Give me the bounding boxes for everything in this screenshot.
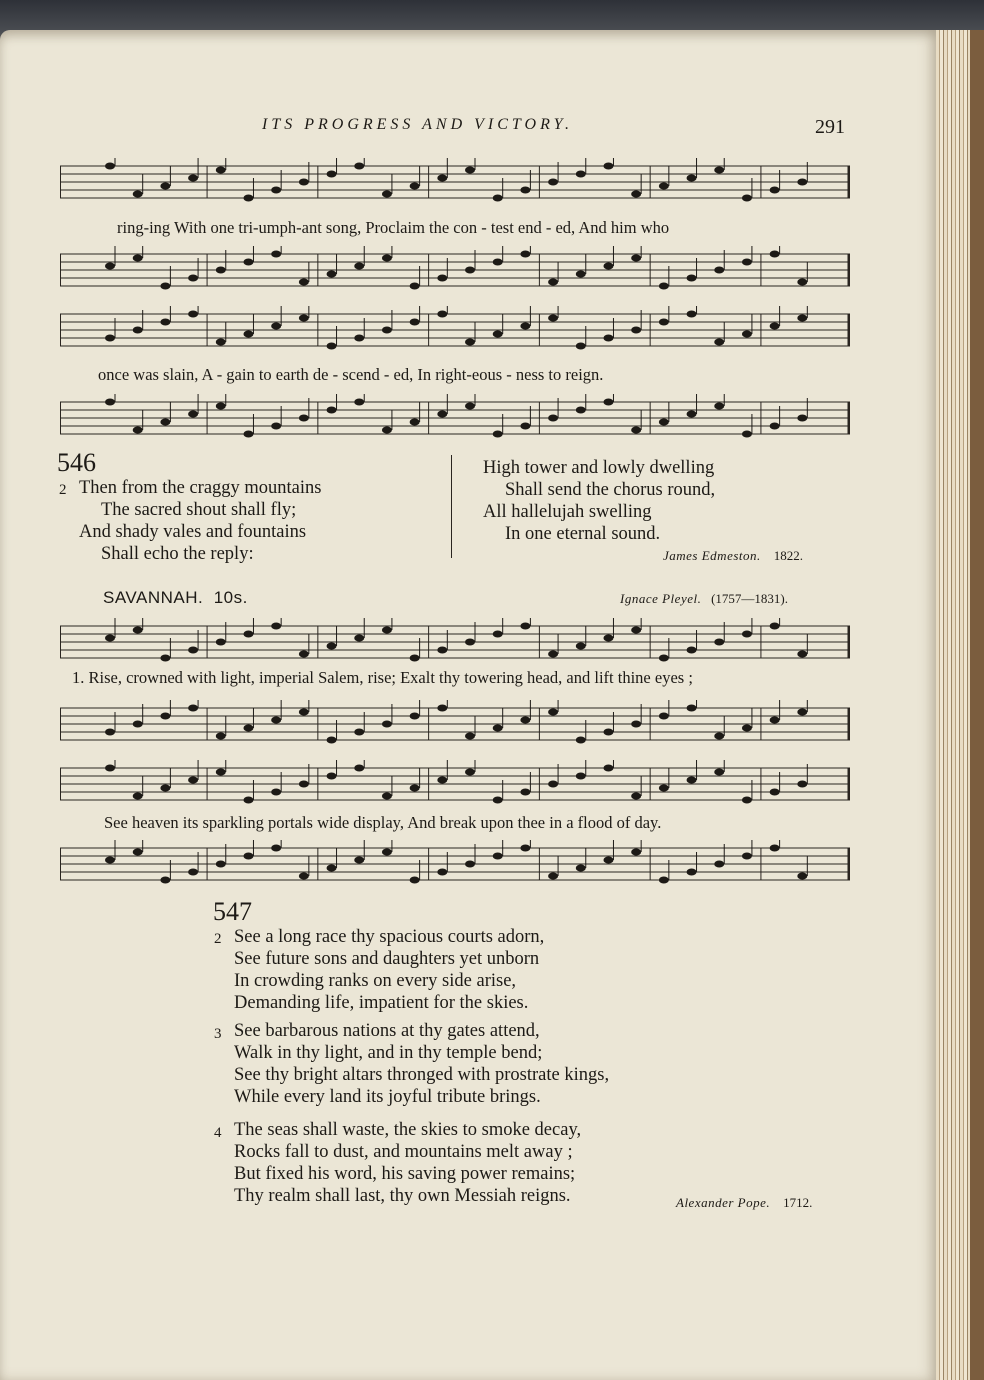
note-head	[188, 275, 198, 282]
note-head	[327, 271, 337, 278]
note-head	[243, 631, 253, 638]
note-head	[603, 399, 613, 406]
note-head	[105, 335, 115, 342]
note-head	[797, 279, 807, 286]
composer-dates: (1757—1831).	[711, 591, 789, 606]
note-head	[797, 651, 807, 658]
music-system-savannah-b-bass	[60, 840, 850, 890]
note-head	[493, 431, 503, 438]
note-head	[687, 869, 697, 876]
note-head	[797, 415, 807, 422]
verse-line: Shall send the chorus round,	[505, 480, 716, 500]
note-head	[382, 627, 392, 634]
music-system-546-a-bass	[60, 246, 850, 296]
note-head	[327, 407, 337, 414]
note-head	[493, 195, 503, 202]
note-head	[742, 431, 752, 438]
author-name: James Edmeston.	[663, 548, 761, 563]
note-head	[548, 415, 558, 422]
note-head	[714, 403, 724, 410]
note-head	[742, 331, 752, 338]
note-head	[659, 713, 669, 720]
composer-name: Ignace Pleyel.	[620, 591, 702, 606]
note-head	[188, 175, 198, 182]
note-head	[603, 729, 613, 736]
note-head	[133, 793, 143, 800]
note-head	[299, 651, 309, 658]
note-head	[797, 781, 807, 788]
bass-staff	[60, 394, 850, 444]
note-head	[354, 729, 364, 736]
note-head	[631, 191, 641, 198]
note-head	[770, 187, 780, 194]
verse-line: The seas shall waste, the skies to smoke decay,	[234, 1120, 582, 1140]
attribution-546	[663, 548, 803, 564]
note-head	[714, 733, 724, 740]
bass-staff	[60, 246, 850, 296]
note-head	[437, 311, 447, 318]
note-head	[410, 419, 420, 426]
note-head	[770, 845, 780, 852]
note-head	[576, 643, 586, 650]
note-head	[216, 861, 226, 868]
note-head	[437, 777, 447, 784]
note-head	[493, 631, 503, 638]
note-head	[770, 423, 780, 430]
verse-line: All hallelujah swelling	[483, 502, 652, 522]
note-head	[327, 865, 337, 872]
verse-line: And shady vales and fountains	[79, 522, 307, 542]
column-divider	[451, 455, 452, 558]
note-head	[188, 411, 198, 418]
verse-line: See a long race thy spacious courts adorn,	[234, 927, 545, 947]
verse-line: Demanding life, impatient for the skies.	[234, 993, 529, 1013]
note-head	[603, 765, 613, 772]
note-head	[493, 797, 503, 804]
note-head	[714, 167, 724, 174]
note-head	[465, 861, 475, 868]
note-head	[520, 789, 530, 796]
note-head	[243, 797, 253, 804]
note-head	[271, 251, 281, 258]
note-head	[714, 861, 724, 868]
note-head	[354, 263, 364, 270]
note-head	[548, 651, 558, 658]
note-head	[465, 339, 475, 346]
verse-line: While every land its joyful tribute brings.	[234, 1087, 541, 1107]
verse-line: See barbarous nations at thy gates attend,	[234, 1021, 540, 1041]
note-head	[437, 275, 447, 282]
tune-meter: 10s.	[213, 588, 248, 607]
note-head	[631, 721, 641, 728]
note-head	[105, 765, 115, 772]
note-head	[188, 647, 198, 654]
note-head	[770, 323, 780, 330]
note-head	[105, 263, 115, 270]
note-head	[576, 407, 586, 414]
note-head	[548, 873, 558, 880]
lyrics-546-line-1: ring-ing With one tri-umph-ant song, Proclaim the con - test end - ed, And him who	[117, 218, 670, 237]
composer	[620, 591, 788, 607]
note-head	[687, 311, 697, 318]
note-head	[410, 655, 420, 662]
note-head	[243, 259, 253, 266]
verse-line: But fixed his word, his saving power remains;	[234, 1164, 576, 1184]
note-head	[437, 705, 447, 712]
verse-547-3	[234, 1020, 609, 1108]
note-head	[576, 343, 586, 350]
verse-line: Thy realm shall last, thy own Messiah reigns.	[234, 1186, 571, 1206]
verse-number: 4	[214, 1125, 222, 1141]
note-head	[105, 729, 115, 736]
note-head	[299, 179, 309, 186]
tune-name: SAVANNAH. 10s.	[103, 588, 248, 607]
note-head	[631, 849, 641, 856]
note-head	[576, 171, 586, 178]
verse-line: Walk in thy light, and in thy temple bend;	[234, 1043, 543, 1063]
note-head	[714, 769, 724, 776]
note-head	[520, 423, 530, 430]
note-head	[271, 423, 281, 430]
note-head	[631, 427, 641, 434]
note-head	[659, 419, 669, 426]
verse-546-right	[483, 457, 715, 545]
note-head	[548, 179, 558, 186]
note-head	[687, 275, 697, 282]
note-head	[243, 195, 253, 202]
note-head	[493, 331, 503, 338]
note-head	[742, 195, 752, 202]
year: 1822.	[773, 548, 804, 563]
verse-line: High tower and lowly dwelling	[483, 458, 715, 478]
music-system-savannah-b	[60, 760, 850, 810]
note-head	[437, 411, 447, 418]
note-head	[105, 399, 115, 406]
note-head	[188, 777, 198, 784]
note-head	[160, 713, 170, 720]
note-head	[410, 877, 420, 884]
note-head	[465, 403, 475, 410]
page-edges	[936, 30, 984, 1380]
note-head	[133, 849, 143, 856]
note-head	[437, 647, 447, 654]
hymn-number-546: 546	[57, 448, 96, 477]
note-head	[520, 623, 530, 630]
note-head	[382, 191, 392, 198]
note-head	[382, 849, 392, 856]
note-head	[742, 797, 752, 804]
note-head	[382, 327, 392, 334]
note-head	[188, 869, 198, 876]
note-head	[631, 327, 641, 334]
bass-staff	[60, 700, 850, 750]
lyrics-savannah-line-2: See heaven its sparkling portals wide display, And break upon thee in a flood of day.	[104, 813, 662, 832]
note-head	[271, 187, 281, 194]
bass-staff	[60, 840, 850, 890]
note-head	[160, 183, 170, 190]
note-head	[216, 403, 226, 410]
note-head	[493, 259, 503, 266]
note-head	[687, 777, 697, 784]
note-head	[216, 267, 226, 274]
note-head	[216, 639, 226, 646]
note-head	[520, 845, 530, 852]
note-head	[382, 427, 392, 434]
hymn-number-547: 547	[213, 897, 252, 926]
note-head	[216, 733, 226, 740]
note-head	[160, 785, 170, 792]
note-head	[160, 877, 170, 884]
treble-staff	[60, 306, 850, 356]
note-head	[631, 793, 641, 800]
note-head	[160, 655, 170, 662]
verse-number: 3	[214, 1026, 222, 1042]
note-head	[299, 315, 309, 322]
note-head	[603, 857, 613, 864]
note-head	[133, 427, 143, 434]
note-head	[243, 853, 253, 860]
note-head	[659, 183, 669, 190]
note-head	[465, 733, 475, 740]
note-head	[105, 163, 115, 170]
note-head	[133, 721, 143, 728]
note-head	[188, 705, 198, 712]
note-head	[465, 267, 475, 274]
note-head	[603, 263, 613, 270]
note-head	[742, 259, 752, 266]
note-head	[520, 323, 530, 330]
note-head	[659, 785, 669, 792]
note-head	[742, 853, 752, 860]
note-head	[493, 853, 503, 860]
note-head	[742, 725, 752, 732]
note-head	[548, 315, 558, 322]
note-head	[299, 781, 309, 788]
verse-number: 2	[214, 931, 222, 947]
note-head	[465, 639, 475, 646]
note-head	[216, 769, 226, 776]
music-system-546-a	[60, 158, 850, 208]
note-head	[105, 857, 115, 864]
note-head	[410, 785, 420, 792]
note-head	[659, 877, 669, 884]
verse-547-4	[234, 1119, 581, 1207]
verse-547-2	[234, 926, 544, 1014]
note-head	[548, 709, 558, 716]
note-head	[631, 627, 641, 634]
note-head	[659, 319, 669, 326]
verse-line: The sacred shout shall fly;	[101, 500, 297, 520]
note-head	[714, 267, 724, 274]
note-head	[133, 327, 143, 334]
note-head	[271, 623, 281, 630]
note-head	[410, 319, 420, 326]
note-head	[216, 339, 226, 346]
note-head	[770, 251, 780, 258]
note-head	[354, 765, 364, 772]
note-head	[133, 191, 143, 198]
treble-staff	[60, 158, 850, 208]
note-head	[271, 789, 281, 796]
note-head	[437, 175, 447, 182]
verse-546-left	[79, 477, 322, 565]
note-head	[160, 319, 170, 326]
note-head	[770, 717, 780, 724]
music-system-546-b	[60, 306, 850, 356]
verse-line: Rocks fall to dust, and mountains melt away ;	[234, 1142, 573, 1162]
note-head	[354, 335, 364, 342]
note-head	[576, 271, 586, 278]
author-name: Alexander Pope.	[676, 1195, 771, 1210]
note-head	[714, 339, 724, 346]
note-head	[327, 343, 337, 350]
verse-line: In crowding ranks on every side arise,	[234, 971, 517, 991]
note-head	[133, 627, 143, 634]
note-head	[271, 323, 281, 330]
note-head	[520, 251, 530, 258]
note-head	[687, 411, 697, 418]
note-head	[659, 283, 669, 290]
treble-staff	[60, 760, 850, 810]
note-head	[576, 737, 586, 744]
note-head	[354, 399, 364, 406]
note-head	[382, 793, 392, 800]
note-head	[216, 167, 226, 174]
note-head	[603, 335, 613, 342]
verse-number: 2	[59, 482, 67, 498]
note-head	[576, 773, 586, 780]
attribution-547	[676, 1195, 812, 1211]
note-head	[327, 737, 337, 744]
verse-line: In one eternal sound.	[505, 524, 661, 544]
note-head	[520, 187, 530, 194]
note-head	[770, 623, 780, 630]
page-number: 291	[815, 116, 845, 138]
note-head	[299, 709, 309, 716]
note-head	[299, 873, 309, 880]
note-head	[271, 717, 281, 724]
note-head	[797, 873, 807, 880]
music-system-savannah-a-bass	[60, 700, 850, 750]
note-head	[548, 781, 558, 788]
note-head	[493, 725, 503, 732]
note-head	[354, 635, 364, 642]
note-head	[354, 163, 364, 170]
note-head	[243, 431, 253, 438]
note-head	[714, 639, 724, 646]
note-head	[687, 175, 697, 182]
note-head	[465, 167, 475, 174]
note-head	[188, 311, 198, 318]
note-head	[576, 865, 586, 872]
note-head	[354, 857, 364, 864]
note-head	[105, 635, 115, 642]
note-head	[548, 279, 558, 286]
note-head	[659, 655, 669, 662]
note-head	[797, 179, 807, 186]
verse-line: See thy bright altars thronged with prostrate kings,	[234, 1065, 610, 1085]
note-head	[410, 283, 420, 290]
note-head	[465, 769, 475, 776]
lyrics-546-line-2: once was slain, A - gain to earth de - scend - ed, In right-eous - ness to reign.	[98, 365, 604, 384]
note-head	[382, 255, 392, 262]
note-head	[797, 709, 807, 716]
note-head	[687, 647, 697, 654]
lyrics-savannah-line-1: 1. Rise, crowned with light, imperial Salem, rise; Exalt thy towering head, and lift thine eyes ;	[72, 668, 693, 687]
verse-line: Shall echo the reply:	[101, 544, 254, 564]
running-head: ITS PROGRESS AND VICTORY.	[262, 116, 573, 133]
year: 1712.	[783, 1195, 813, 1210]
note-head	[327, 171, 337, 178]
music-system-546-b-bass	[60, 394, 850, 444]
note-head	[770, 789, 780, 796]
note-head	[687, 705, 697, 712]
note-head	[160, 283, 170, 290]
verse-line: See future sons and daughters yet unborn	[234, 949, 540, 969]
note-head	[243, 331, 253, 338]
treble-staff	[60, 618, 850, 668]
note-head	[520, 717, 530, 724]
note-head	[603, 163, 613, 170]
note-head	[299, 279, 309, 286]
note-head	[243, 725, 253, 732]
note-head	[160, 419, 170, 426]
note-head	[382, 721, 392, 728]
note-head	[603, 635, 613, 642]
note-head	[410, 183, 420, 190]
verse-line: Then from the craggy mountains	[79, 478, 322, 498]
note-head	[133, 255, 143, 262]
note-head	[327, 643, 337, 650]
note-head	[299, 415, 309, 422]
note-head	[327, 773, 337, 780]
note-head	[410, 713, 420, 720]
note-head	[797, 315, 807, 322]
note-head	[742, 631, 752, 638]
music-system-savannah-a	[60, 618, 850, 668]
note-head	[437, 869, 447, 876]
note-head	[271, 845, 281, 852]
note-head	[631, 255, 641, 262]
